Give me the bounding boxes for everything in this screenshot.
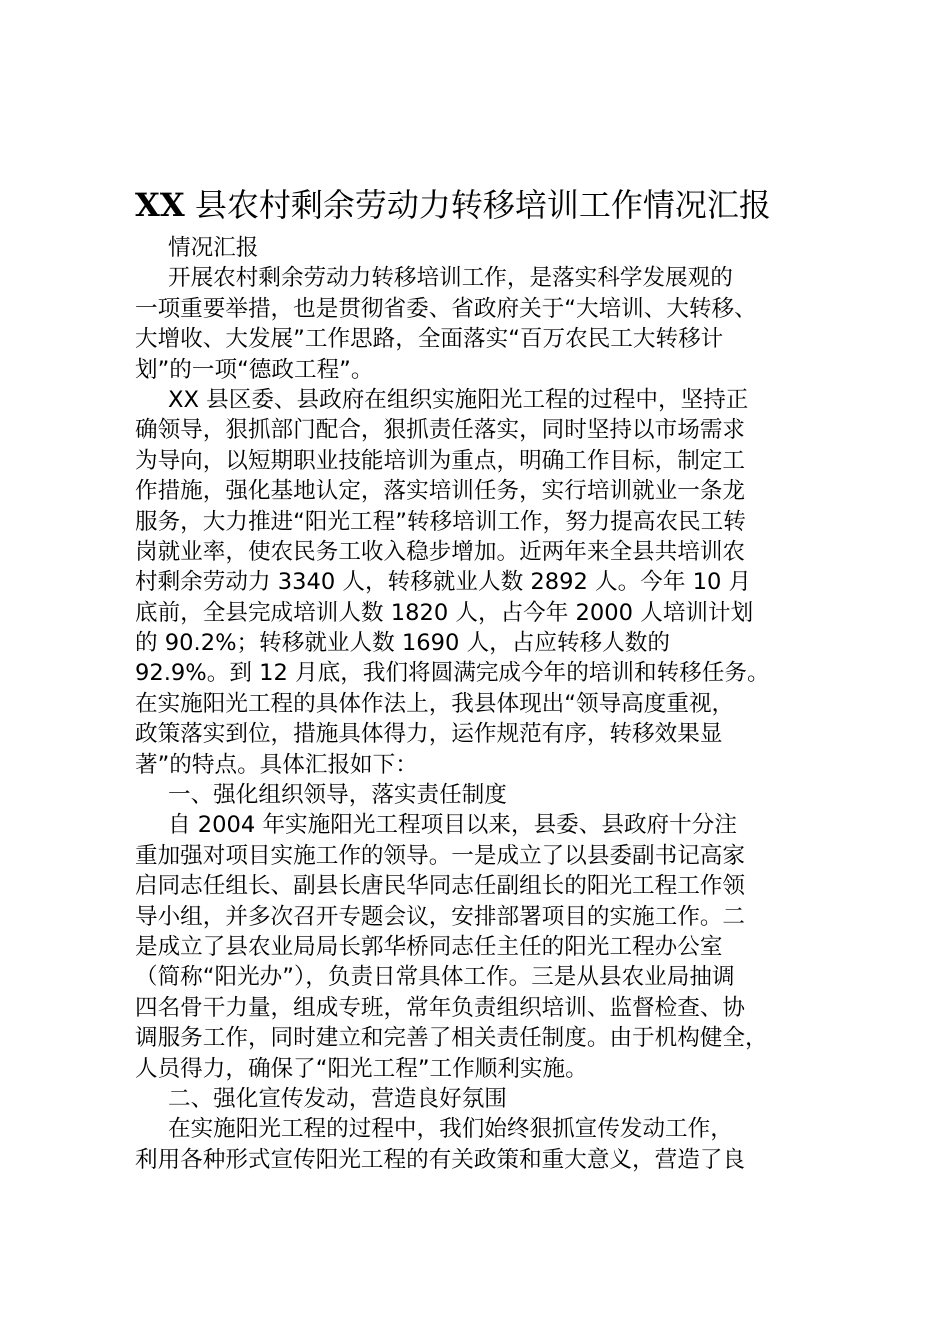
- paragraph-line: 政策落实到位，措施具体得力，运作规范有序，转移效果显: [135, 721, 723, 748]
- title-prefix: XX: [135, 186, 185, 224]
- paragraph-line: 服务，大力推进“阳光工程”转移培训工作，努力提高农民工转: [135, 508, 746, 535]
- paragraph-line: 作措施，强化基地认定，落实培训任务，实行培训就业一条龙: [135, 478, 746, 505]
- paragraph-line: 自 2004 年实施阳光工程项目以来，县委、县政府十分注: [168, 812, 737, 839]
- paragraph-line: 著”的特点。具体汇报如下：: [135, 751, 418, 778]
- paragraph-line: 92.9%。到 12 月底，我们将圆满完成今年的培训和转移任务。: [135, 660, 770, 687]
- paragraph-line: 确领导，狠抓部门配合，狠抓责任落实，同时坚持以市场需求: [135, 417, 746, 444]
- paragraph-line: 的 90.2%；转移就业人数 1690 人，占应转移人数的: [135, 630, 670, 657]
- paragraph-line: 底前，全县完成培训人数 1820 人，占今年 2000 人培训计划: [135, 599, 754, 626]
- paragraph-line: 导小组，并多次召开专题会议，安排部署项目的实施工作。二: [135, 903, 746, 930]
- paragraph-line: 村剩余劳动力 3340 人，转移就业人数 2892 人。今年 10 月: [135, 569, 752, 596]
- paragraph-line: XX 县区委、县政府在组织实施阳光工程的过程中，坚持正: [168, 386, 749, 413]
- paragraph-line: 开展农村剩余劳动力转移培训工作，是落实科学发展观的: [168, 265, 733, 292]
- paragraph-line: 大增收、大发展”工作思路，全面落实“百万农民工大转移计: [135, 326, 724, 353]
- paragraph-line: 为导向，以短期职业技能培训为重点，明确工作目标，制定工: [135, 447, 746, 474]
- paragraph-line: 调服务工作，同时建立和完善了相关责任制度。由于机构健全，: [135, 1025, 768, 1052]
- section-heading: 二、强化宣传发动，营造良好氛围: [168, 1085, 507, 1112]
- paragraph-line: 在实施阳光工程的具体作法上，我县体现出“领导高度重视，: [135, 690, 735, 717]
- paragraph-line: 四名骨干力量，组成专班，常年负责组织培训、监督检查、协: [135, 994, 746, 1021]
- title-text: 县农村剩余劳动力转移培训工作情况汇报: [184, 186, 771, 224]
- paragraph-line: 人员得力，确保了“阳光工程”工作顺利实施。: [135, 1055, 588, 1082]
- paragraph-line: 是成立了县农业局局长郭华桥同志任主任的阳光工程办公室: [135, 933, 723, 960]
- document-title: [135, 183, 855, 227]
- section-heading: 一、强化组织领导，落实责任制度: [168, 782, 507, 809]
- paragraph-line: 重加强对项目实施工作的领导。一是成立了以县委副书记高家: [135, 842, 746, 869]
- paragraph-line: 利用各种形式宣传阳光工程的有关政策和重大意义，营造了良: [135, 1146, 746, 1173]
- paragraph-line: 启同志任组长、副县长唐民华同志任副组长的阳光工程工作领: [135, 873, 746, 900]
- paragraph-line: 划”的一项“德政工程”。: [135, 356, 374, 383]
- paragraph-line: 在实施阳光工程的过程中，我们始终狠抓宣传发动工作，: [168, 1116, 733, 1143]
- paragraph-line: 岗就业率，使农民务工收入稳步增加。近两年来全县共培训农: [135, 538, 746, 565]
- section-label: 情况汇报: [168, 235, 259, 261]
- document-body: [135, 233, 855, 1175]
- paragraph-line: （简称“阳光办”），负责日常具体工作。三是从县农业局抽调: [135, 964, 735, 991]
- paragraph-line: 一项重要举措，也是贯彻省委、省政府关于“大培训、大转移、: [135, 295, 757, 322]
